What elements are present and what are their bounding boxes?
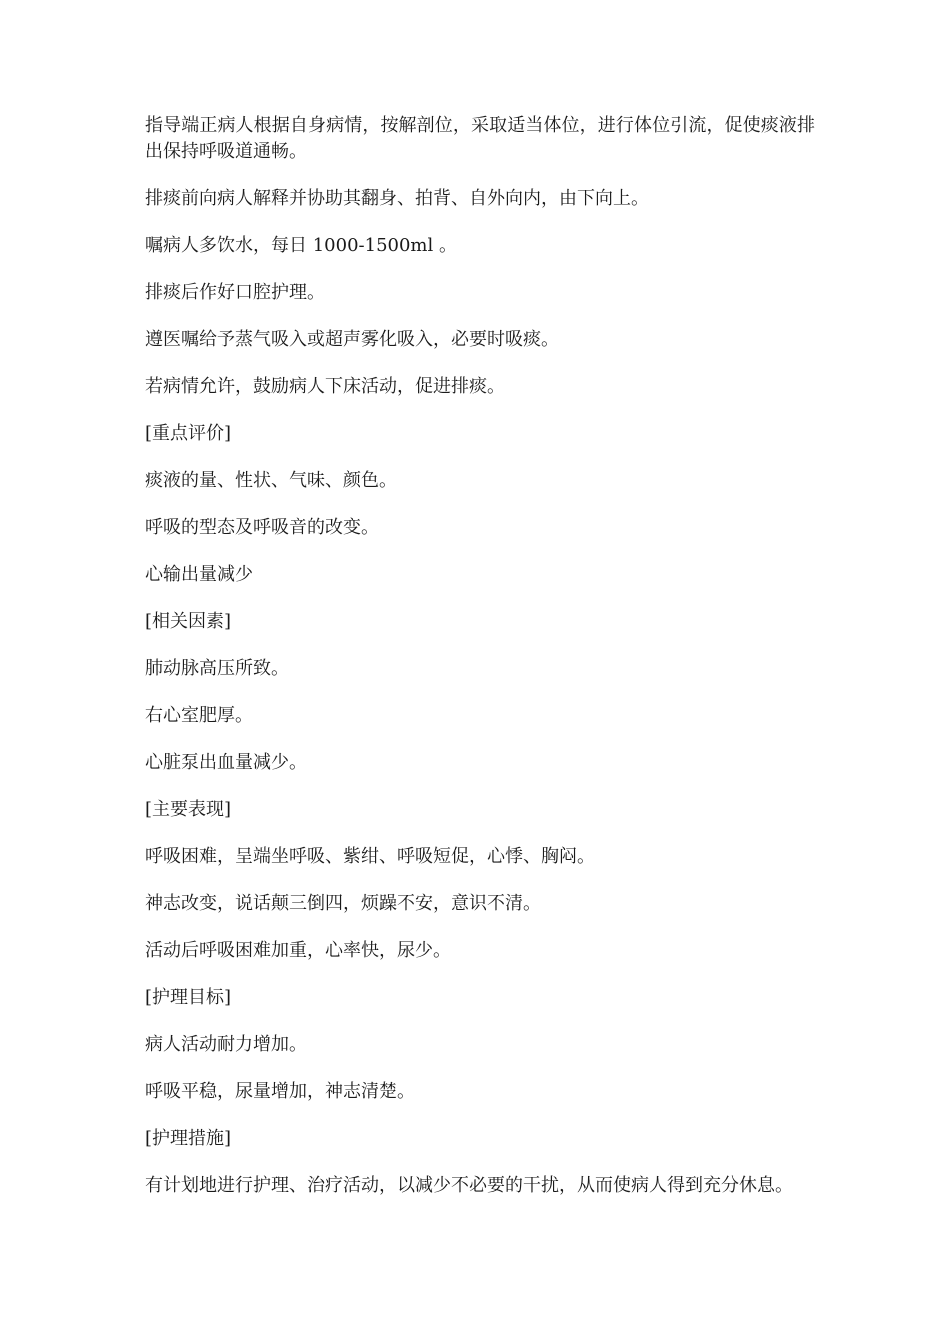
paragraph-right-ventricle: 右心室肥厚。 [145, 705, 253, 726]
paragraph-activity-dyspnea: 活动后呼吸困难加重，心率快，尿少。 [145, 940, 451, 961]
paragraph-breathing-pattern: 呼吸的型态及呼吸音的改变。 [145, 517, 379, 538]
paragraph-stable-breathing: 呼吸平稳，尿量增加，神志清楚。 [145, 1081, 415, 1102]
paragraph-activity: 若病情允许，鼓励病人下床活动，促进排痰。 [145, 376, 505, 397]
paragraph-inhalation: 遵医嘱给予蒸气吸入或超声雾化吸入，必要时吸痰。 [145, 329, 559, 350]
paragraph-cardiac-output-reduced: 心脏泵出血量减少。 [145, 752, 307, 773]
paragraph-sputum-explanation: 排痰前向病人解释并协助其翻身、拍背、自外向内，由下向上。 [145, 188, 649, 209]
paragraph-oral-care: 排痰后作好口腔护理。 [145, 282, 325, 303]
paragraph-activity-tolerance: 病人活动耐力增加。 [145, 1034, 307, 1055]
section-heading-main-manifestations: [主要表现] [145, 799, 232, 820]
section-heading-related-factors: [相关因素] [145, 611, 232, 632]
paragraph-pulmonary-hypertension: 肺动脉高压所致。 [145, 658, 289, 679]
diagnosis-heading-cardiac-output: 心输出量减少 [145, 564, 253, 585]
section-heading-nursing-measures: [护理措施] [145, 1128, 232, 1149]
section-heading-key-evaluation: [重点评价] [145, 423, 232, 444]
section-heading-nursing-goals: [护理目标] [145, 987, 232, 1008]
paragraph-sputum-properties: 痰液的量、性状、气味、颜色。 [145, 470, 397, 491]
paragraph-drink-water: 嘱病人多饮水，每日 1000-1500ml 。 [145, 235, 457, 256]
paragraph-positioning-drainage: 指导端正病人根据自身病情，按解剖位，采取适当体位，进行体位引流，促使痰液排出保持呼吸道通畅。 [145, 115, 815, 162]
paragraph-mental-change: 神志改变，说话颠三倒四，烦躁不安，意识不清。 [145, 893, 541, 914]
paragraph-planned-care: 有计划地进行护理、治疗活动，以减少不必要的干扰，从而使病人得到充分休息。 [145, 1175, 793, 1196]
paragraph-dyspnea: 呼吸困难，呈端坐呼吸、紫绀、呼吸短促，心悸、胸闷。 [145, 846, 595, 867]
